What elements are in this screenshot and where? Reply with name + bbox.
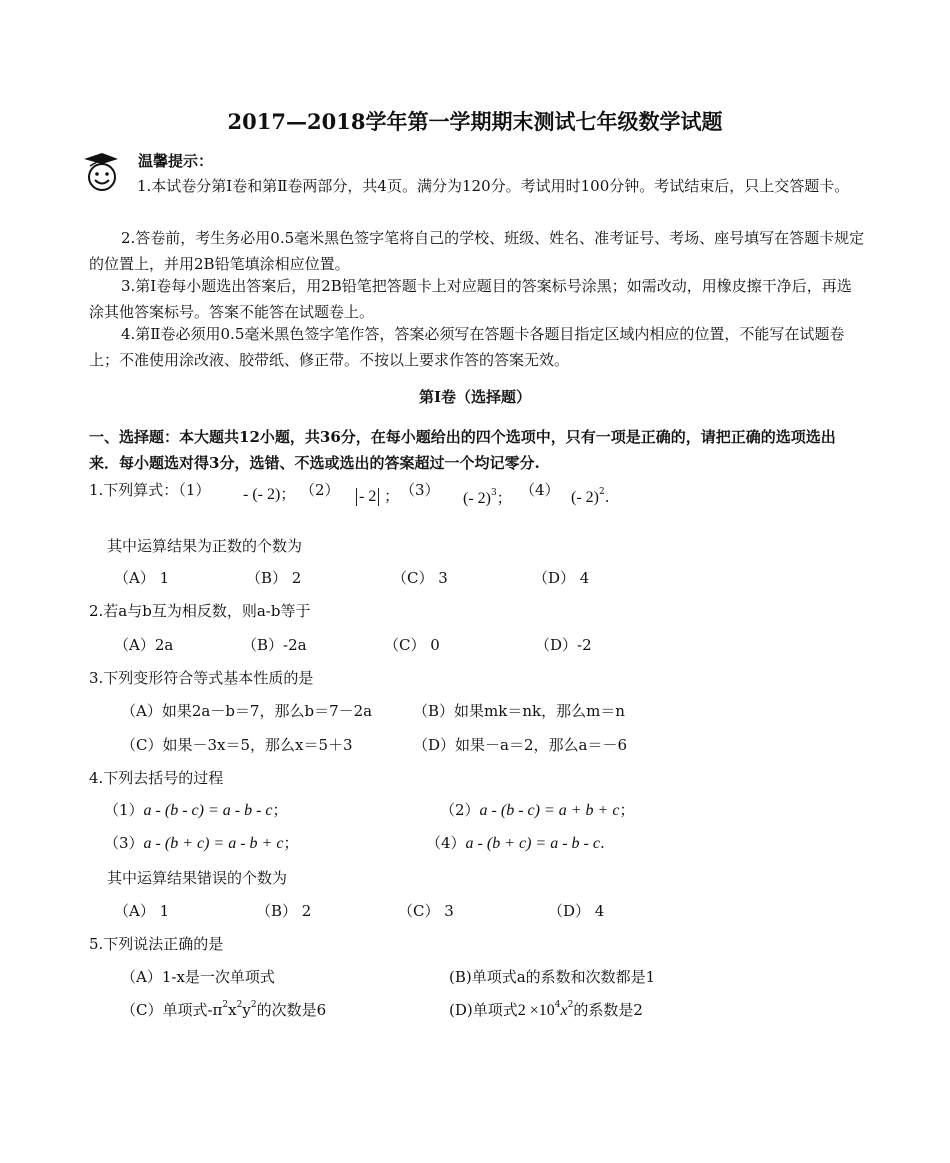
q4-option-d: （D） 4 [548, 902, 605, 920]
question-3: 3.下列变形符合等式基本性质的是 [89, 669, 314, 687]
page-title: 2017—2018学年第一学期期末测试七年级数学试题 [227, 109, 723, 134]
q5-option-d: (D)单项式$2 \times 10^4x^2$的系数是2 [449, 1000, 643, 1019]
tip-1: 1.本试卷分第Ⅰ卷和第Ⅱ卷两部分，共4页。满分为120分。考试用时100分钟。考试结束后，只上交答题卡。 [137, 177, 850, 195]
q1-subquestion: 其中运算结果为正数的个数为 [107, 537, 303, 555]
question-5: 5.下列说法正确的是 [89, 935, 224, 953]
q1-item-2-num: （2） [300, 481, 340, 499]
q1-option-b: （B） 2 [246, 569, 302, 587]
q4-item-2: （2）a - (b - c) = a + b + c； [440, 801, 635, 819]
q4-subquestion: 其中运算结果错误的个数为 [107, 869, 288, 887]
q4-option-c: （C） 3 [398, 902, 454, 920]
tip-3: 3.第Ⅰ卷每小题选出答案后，用2B铅笔把答题卡上对应题目的答案标号涂黑；如需改动，用橡皮擦干净后，再选涂其他答案标号。答案不能答在试题卷上。 [89, 277, 852, 321]
q1-expression-4: (- 2)$^2$. [571, 487, 610, 506]
q1-option-d: （D） 4 [533, 569, 590, 587]
q1-item-3-num: （3） [400, 481, 440, 499]
q2-option-b: （B）-2a [242, 636, 307, 654]
q4-option-b: （B） 2 [256, 902, 312, 920]
q4-item-1: （1）a - (b - c) = a - b - c； [104, 801, 288, 819]
q1-stem: 1.下列算式： [89, 481, 179, 499]
q1-expression-1: - (- 2)； [243, 485, 296, 503]
section-title: 第Ⅰ卷（选择题） [418, 388, 532, 406]
q3-option-a: （A）如果2a－b＝7，那么b＝7－2a [121, 702, 373, 720]
q5-option-b: (B)单项式a的系数和次数都是1 [449, 968, 656, 986]
q4-item-3: （3）a - (b + c) = a - b + c； [104, 834, 299, 852]
q5-option-c: （C）单项式$-\pi^2x^2y^2$的次数是6 [121, 1000, 327, 1019]
question-4: 4.下列去括号的过程 [89, 769, 224, 787]
q2-option-a: （A）2a [114, 636, 174, 654]
question-1 [89, 479, 210, 500]
question-2: 2.若a与b互为相反数，则a-b等于 [89, 602, 311, 620]
q3-option-c: （C）如果－3x＝5，那么x＝5＋3 [121, 736, 353, 754]
q4-item-4: （4）a - (b + c) = a - b - c. [426, 834, 605, 852]
q1-option-c: （C） 3 [392, 569, 448, 587]
q2-option-c: （C） 0 [384, 636, 440, 654]
q3-option-b: （B）如果mk＝nk，那么m＝n [413, 702, 625, 720]
tip-2: 2.答卷前，考生务必用0.5毫米黑色签字笔将自己的学校、班级、姓名、准考证号、考场、座号填写在答题卡规定的位置上，并用2B铅笔填涂相应位置。 [89, 229, 865, 273]
tips-heading: 温馨提示： [138, 152, 214, 170]
tip-4: 4.第Ⅱ卷必须用0.5毫米黑色签字笔作答，答案必须写在答题卡各题目指定区域内相应的位置，不能写在试题卷上；不准使用涂改液、胶带纸、修正带。不按以上要求作答的答案无效。 [89, 325, 845, 369]
q1-option-a: （A） 1 [114, 569, 170, 587]
q1-expression-3: (- 2)$^3$； [463, 488, 512, 507]
q1-expression-2: - 2 ； [356, 485, 399, 506]
q5-option-a: （A）1-x是一次单项式 [121, 968, 275, 986]
q4-option-a: （A） 1 [114, 902, 170, 920]
q2-option-d: （D）-2 [535, 636, 592, 654]
section-instructions: 一、选择题：本大题共12小题，共36分，在每小题给出的四个选项中，只有一项是正确的，请把正确的选项选出来．每小题选对得3分，选错、不选或选出的答案超过一个均记零分. [89, 428, 836, 472]
q3-option-d: （D）如果－a＝2，那么a＝－6 [413, 736, 628, 754]
q1-item-1-num: （1） [178, 481, 211, 499]
q1-item-4-num: （4） [520, 481, 560, 499]
